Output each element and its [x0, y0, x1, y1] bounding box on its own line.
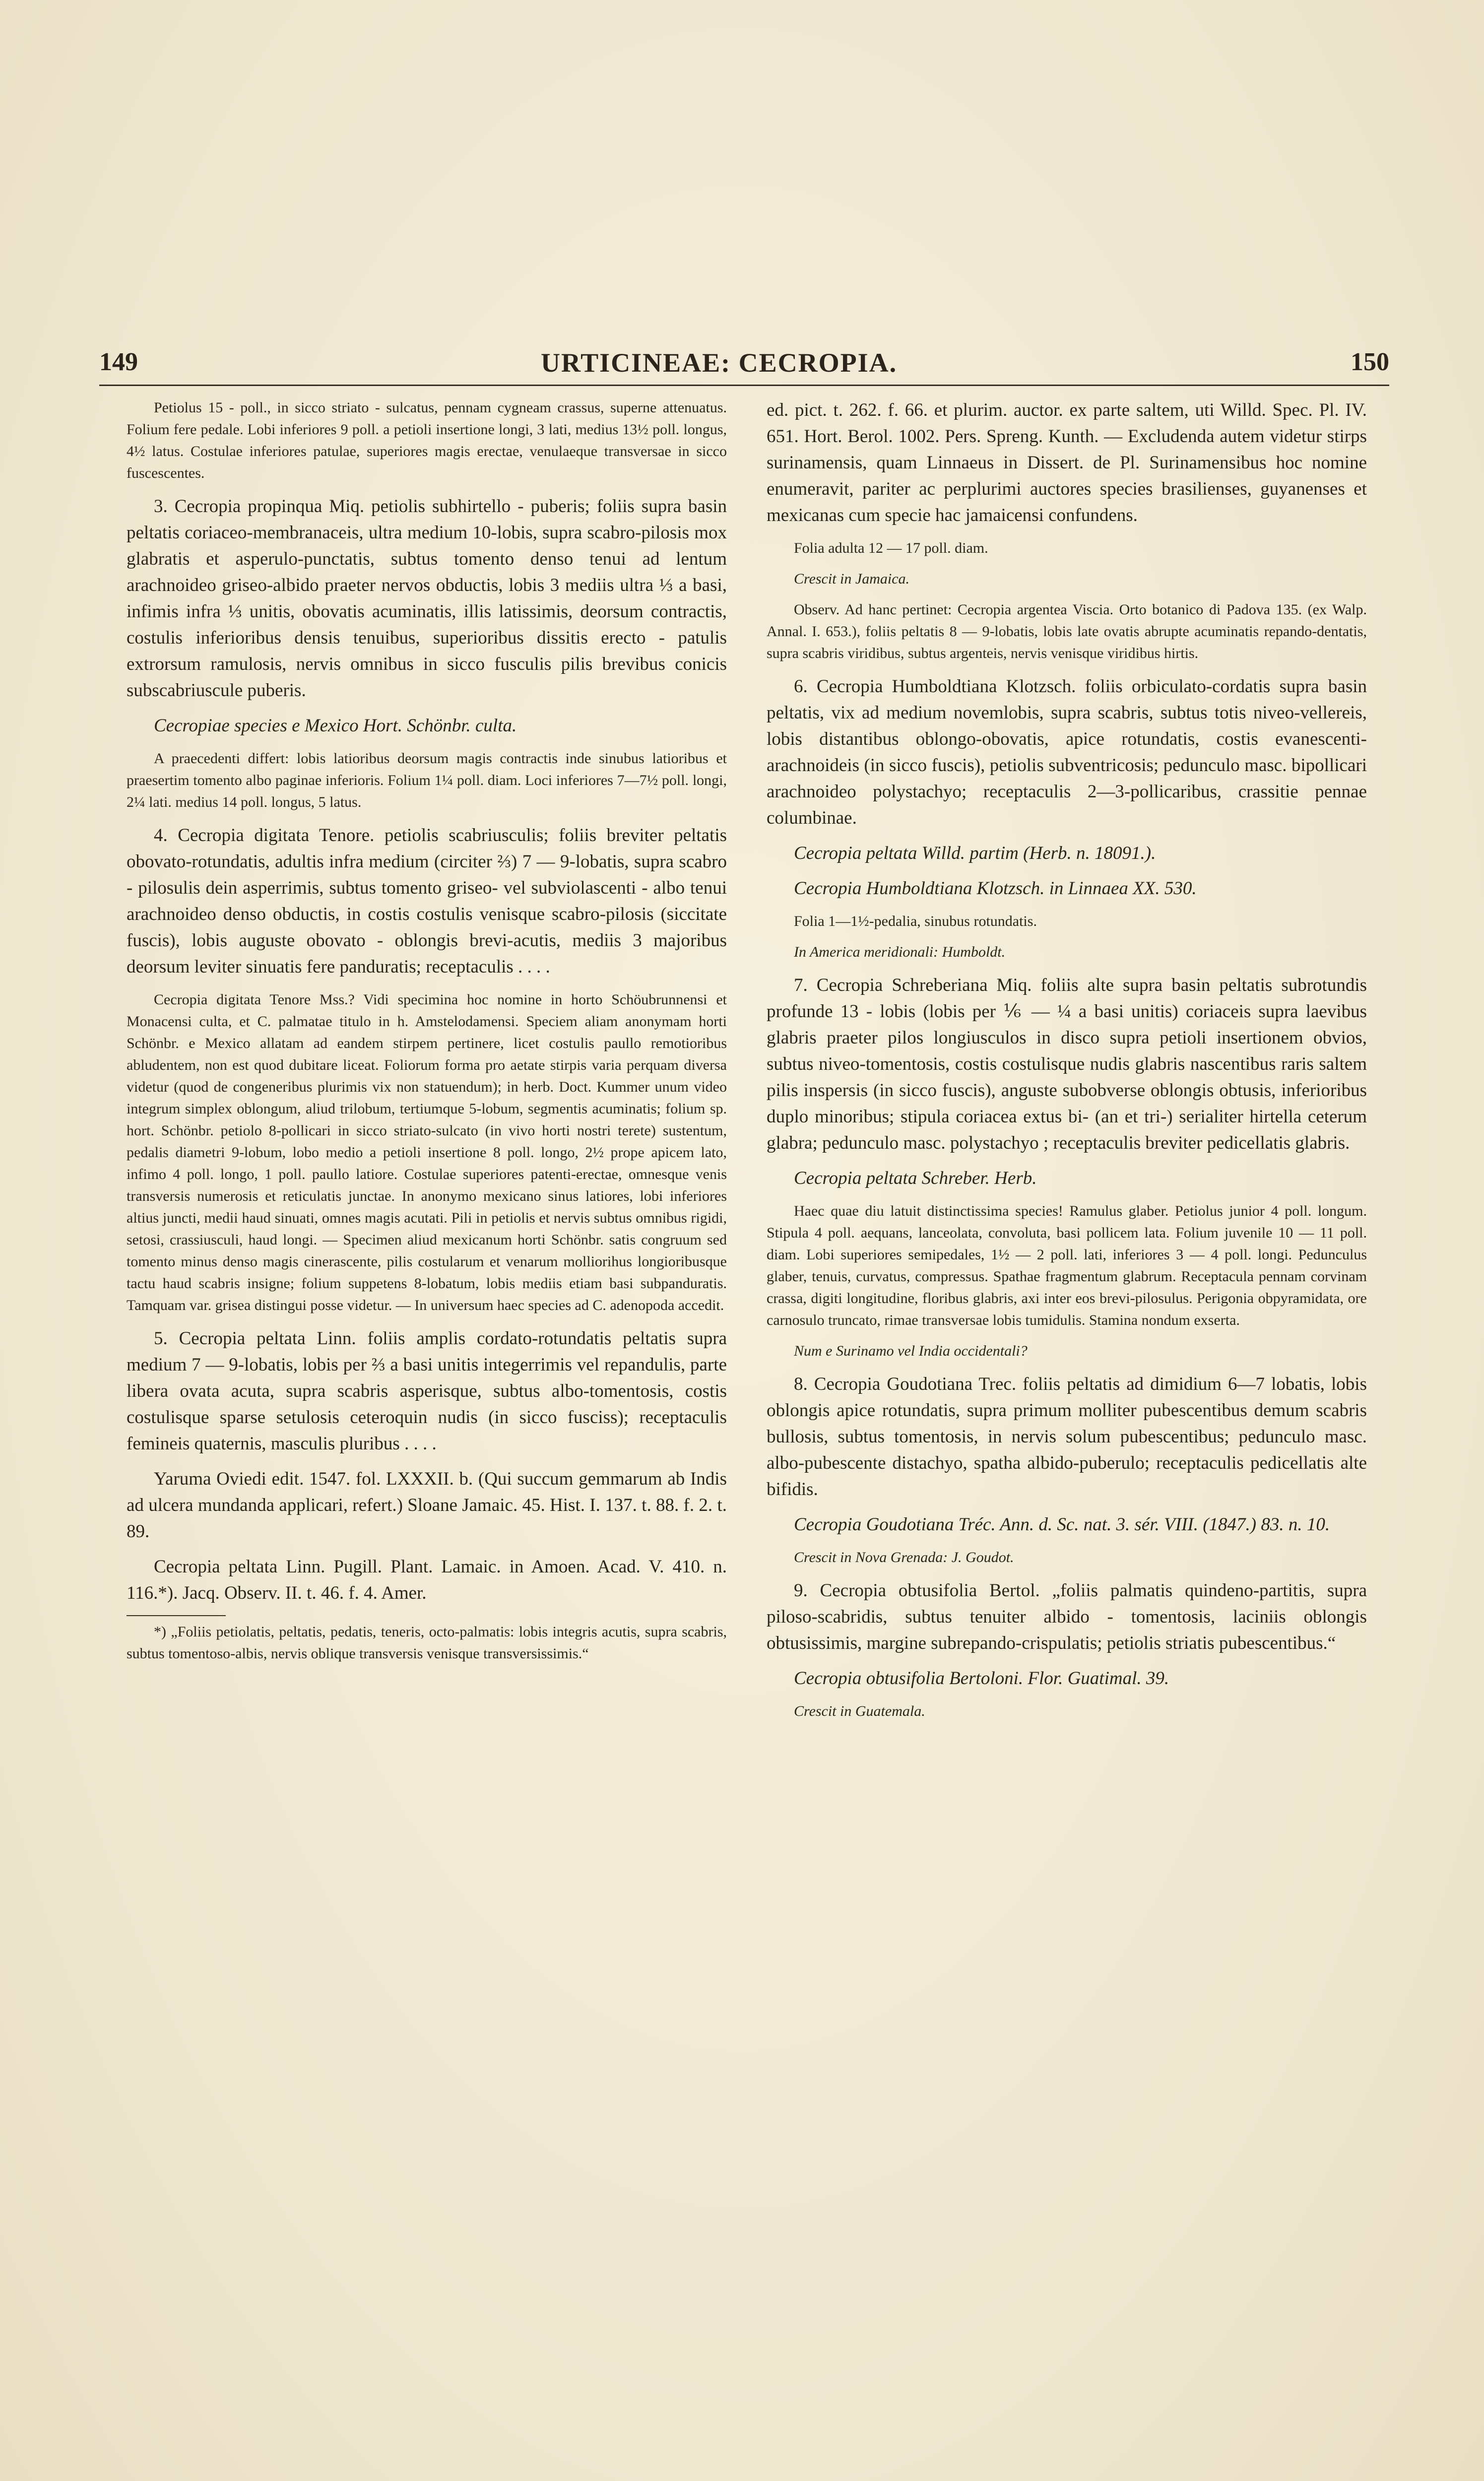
citation: Cecropia Humboldtiana Klotzsch. in Linnaea XX. 530. [794, 878, 1197, 899]
species-entry: 7. Cecropia Schreberiana Miq. foliis alte supra basin peltatis subrotundis profunde 13 - lobis (lobis per ⅙ — ¼ a basi unitis) coriaceis supra laevibus glabris praeter pilos longiusculos in disco supra petioli insertionem obvios, subtus niveo-tomentosis, costis costulisque nudis glabris nascentibus raris saltem pilis inspersis (in sicco fuscis), anguste subobverse oblongis obtusis, inferioribus duplo minoribus; stipula coriacea extus bi- (an et tri-) serialiter hirtella ceterum glabra; pedunculo masc. polystachyo ; receptaculis breviter pedicellatis glabris. [767, 975, 1367, 1153]
paragraph: Petiolus 15 - poll., in sicco striato - sulcatus, pennam cygneam crassus, superne attenuatus. Folium fere pedale. Lobi inferiores 9 poll. a petioli insertione longi, 3 lati, medius 13½ poll. longus, 4½ latus. Costulae inferiores patulae, superiores magis erectae, venulaeque transversae in sicco fuscescentes. [127, 399, 727, 481]
species-entry: 6. Cecropia Humboldtiana Klotzsch. foliis orbiculato-cordatis supra basin peltatis, vix ad medium novemlobis, supra scabris, subtus totis niveo-vellereis, lobis distantibus oblongo-obovatis, apice rotundatis, costis evanescenti-arachnoideis (in sicco fuscis), petiolis subventricosis; pedunculo masc. bipollicari arachnoideo polystachyo; receptaculis 2—3-pollicaribus, crassitie pennae columbinae. [767, 676, 1367, 828]
right-column [767, 397, 1367, 1731]
footnote-rule [127, 1615, 226, 1616]
locality: Crescit in Guatemala. [794, 1703, 925, 1719]
page-header [99, 347, 1389, 387]
paragraph: A praecedenti differt: lobis latioribus deorsum magis contractis inde sinubus latioribus et praesertim tomento albo paginae inferioris. Folium 1¼ poll. diam. Loci inferiores 7—7½ poll. longi, 2¼ lati. medius 14 poll. longus, 5 latus. [127, 750, 727, 810]
page-number-left: 149 [99, 348, 138, 376]
citation: Cecropiae species e Mexico Hort. Schönbr. culta. [154, 716, 517, 736]
locality: In America meridionali: Humboldt. [794, 944, 1006, 960]
species-entry: 5. Cecropia peltata Linn. foliis amplis cordato-rotundatis peltatis supra medium 7 — 9-lobatis, lobis per ⅔ a basi unitis integerrimis vel repandulis, parte libera ovata acuta, supra scabris asperisque, subtus albo-tomentosis, costis costulisque sparse setulosis ceteroquin nudis (in sicco fusciss); receptaculis femineis quaternis, masculis pluribus . . . . [127, 1328, 727, 1454]
locality: Crescit in Nova Grenada: J. Goudot. [794, 1549, 1014, 1566]
citation: Yaruma Oviedi edit. 1547. fol. LXXXII. b. (Qui succum gemmarum ab Indis ad ulcera mundanda applicari, refert.) Sloane Jamaic. 45. Hist. I. 137. t. 88. f. 2. t. 89. [127, 1469, 727, 1542]
locality: Crescit in Jamaica. [794, 571, 910, 587]
header-rule [99, 385, 1389, 386]
locality: Num e Surinamo vel India occidentali? [794, 1343, 1028, 1359]
paragraph: Folia adulta 12 — 17 poll. diam. [794, 540, 988, 556]
species-entry: 9. Cecropia obtusifolia Bertol. „foliis palmatis quindeno-partitis, supra piloso-scabridis, subtus tenuiter albido - tomentosis, laciniis oblongis obtusissimis, margine subrepando-crispulatis; petiolis striatis pubescentibus.“ [767, 1580, 1367, 1653]
footnote: *) „Foliis petiolatis, peltatis, pedatis, teneris, octo-palmatis: lobis integris acutis, supra scabris, subtus tomentoso-albis, nervis oblique transversis venisque transversissimis.“ [127, 1624, 727, 1662]
citation: Cecropia peltata Linn. Pugill. Plant. Lamaic. in Amoen. Acad. V. 410. n. 116.*). Jacq. Observ. II. t. 46. f. 4. Amer. [127, 1557, 727, 1603]
citation: Cecropia Goudotiana Tréc. Ann. d. Sc. nat. 3. sér. VIII. (1847.) 83. n. 10. [794, 1514, 1330, 1535]
running-title: URTICINEAE: CECROPIA. [541, 348, 898, 378]
species-entry: 8. Cecropia Goudotiana Trec. foliis peltatis ad dimidium 6—7 lobatis, lobis oblongis apice rotundatis, supra primum molliter pubescentibus demum scabris bullosis, subtus tomentosis, in nervis solum pubescentibus; pedunculo masc. albo-pubescente distachyo, spatha albido-puberulo; receptaculis pedicellatis alte bifidis. [767, 1374, 1367, 1500]
paragraph: Folia 1—1½-pedalia, sinubus rotundatis. [794, 913, 1037, 929]
species-entry: 4. Cecropia digitata Tenore. petiolis scabriusculis; foliis breviter peltatis obovato-rotundatis, adultis infra medium (circiter ⅔) 7 — 9-lobatis, supra scabro - pilosulis dein asperrimis, subtus tomento griseo- vel subviolascenti - albo tenui arachnoideo denso obductis, in costis costulis venisque scabro-pilosis (siccitate fuscis), lobis auguste obovato - oblongis brevi-acutis, mediis 3 majoribus deorsum leviter sinuatis fere panduratis; receptaculis . . . . [127, 825, 727, 977]
paragraph: Cecropia digitata Tenore Mss.? Vidi specimina hoc nomine in horto Schöubrunnensi et Monacensi culta, et C. palmatae titulo in h. Amstelodamensi. Speciem aliam anonymam horti Schönbr. e Mexico allatam ad eandem stirpem pertinere, licet costulis paullo remotioribus abludentem, non est quod dubitare liceat. Foliorum forma pro aetate stirpis varia perquam diversa videtur (quod de congeneribus plurimis vix non statuendum); in herb. Doct. Kummer unum video integrum simplex oblongum, aliud trilobum, tertiumque 5-lobum, segmentis acuminatis; folium sp. hort. Schönbr. petiolo 8-pollicari in sicco striato-sulcato (in vivo horti nostri terete) sustentum, pedalis diametri 9-lobum, lobo medio a petioli insertione 8 poll. longo, 2½ prope apicem lato, infimo 4 poll. longo, 1 poll. paullo latiore. Costulae superiores patenti-erectae, omnesque venis transversis numerosis et reticulatis junctae. In anonymo mexicano sinus latiores, lobi inferiores altius juncti, medii haud sinuati, omnes magis acutati. Pili in petiolis et nervis subtus omnibus rigidi, setosi, crassiusculi, haud longi. — Specimen aliud mexicanum horti Schönbr. satis congruum sed tomento minus denso magis cinerascente, pilis costularum et venarum molliorihus longioribusque tactu haud scabris insigne; folium suppetens 8-lobatum, lobis mediis etiam basi subpanduratis. Tamquam var. grisea distingui posse videtur. — In universum haec species ad C. adenopoda accedit. [127, 991, 727, 1313]
citation: Cecropia peltata Willd. partim (Herb. n. 18091.). [794, 843, 1156, 863]
species-entry: 3. Cecropia propinqua Miq. petiolis subhirtello - puberis; foliis supra basin peltatis coriaceo-membranaceis, ultra medium 10-lobis, supra scabro-pilosis mox glabratis et asperulo-punctatis, subtus tomento denso tenui ad lentum arachnoideo griseo-albido praeter nervos obductis, lobis 3 mediis ultra ⅓ a basi, infimis infra ⅓ unitis, obovatis acuminatis, illis latissimis, deorsum contractis, costulis inferioribus densis tenuibus, superioribus dissitis erecto - patulis extrorsum ramulosis, nervis omnibus in sicco fusculis pilis brevibus conicis subscabriuscule puberis. [127, 496, 727, 701]
paragraph: ed. pict. t. 262. f. 66. et plurim. auctor. ex parte saltem, uti Willd. Spec. Pl. IV. 651. Hort. Berol. 1002. Pers. Spreng. Kunth. — Excludenda autem videtur stirps surinamensis, quam Linnaeus in Dissert. de Pl. Surinamensibus hoc nomine enumeravit, pariter ac perplurimi auctores species brasilienses, guyanenses et mexicanas cum specie hac jamaicensi confundens. [767, 400, 1367, 525]
left-column [127, 397, 727, 1674]
observation: Observ. Ad hanc pertinet: Cecropia argentea Viscia. Orto botanico di Padova 135. (ex Walp. Annal. I. 653.), foliis peltatis 8 — 9-lobatis, lobis late ovatis abrupte acuminatis repando-dentatis, supra scabris viridibus, subtus argenteis, nervis venisque viridibus hirtis. [767, 601, 1367, 661]
citation: Cecropia obtusifolia Bertoloni. Flor. Guatimal. 39. [794, 1668, 1169, 1689]
citation: Cecropia peltata Schreber. Herb. [794, 1168, 1037, 1188]
page-number-right: 150 [1351, 348, 1389, 376]
paragraph: Haec quae diu latuit distinctissima species! Ramulus glaber. Petiolus junior 4 poll. longum. Stipula 4 poll. aequans, lanceolata, convoluta, basi pollicem lata. Folium juvenile 10 — 11 poll. diam. Lobi superiores semipedales, 1½ — 2 poll. lati, inferiores 3 — 4 poll. longi. Pedunculus glaber, tenuis, curvatus, compressus. Spathae fragmentum glabrum. Receptacula pennam corvinam crassa, digiti longitudine, floribus glabris, axi inter eos brevi-pilosulus. Perigonia obpyramidata, ore carnosulo truncato, rimae transversae lobis tumidulis. Stamina nondum exserta. [767, 1203, 1367, 1328]
